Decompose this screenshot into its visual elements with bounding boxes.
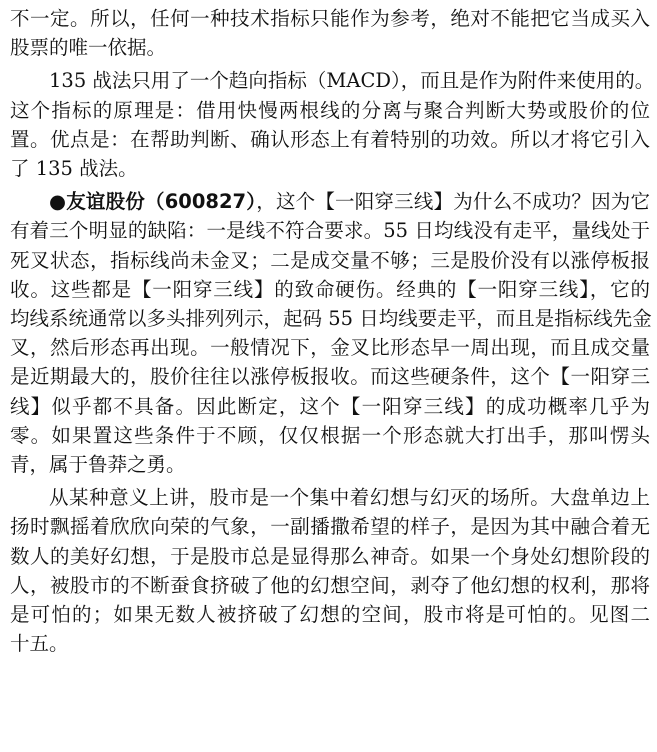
text-line: 是近期最大的，股价往往以涨停板报收。而这些硬条件，这个【一阳穿三 bbox=[10, 365, 650, 389]
text-line bbox=[10, 187, 650, 216]
text-line: 线】似乎都不具备。因此断定，这个【一阳穿三线】的成功概率几乎为 bbox=[10, 394, 650, 418]
text-line: 了 135 战法。 bbox=[10, 157, 138, 181]
text-fragment: ，这个【一阳穿三线】为什么不成功？因为它 bbox=[256, 190, 650, 214]
text-line: 135 战法只用了一个趋向指标（MACD），而且是作为附件来使用的。 bbox=[49, 69, 655, 93]
paragraph-0 bbox=[10, 4, 650, 62]
text-line: 人，被股市的不断蚕食挤破了他的幻想空间，剥夺了他幻想的权利，那将 bbox=[10, 573, 650, 597]
text-line: 不一定。所以，任何一种技术指标只能作为参考，绝对不能把它当成买入 bbox=[10, 7, 650, 30]
text-line: 零。如果置这些条件于不顾，仅仅根据一个形态就大打出手，那叫愣头 bbox=[10, 423, 650, 447]
document-page bbox=[10, 4, 655, 662]
text-line: 十五。 bbox=[10, 632, 69, 656]
text-line: 均线系统通常以多头排列列示，起码 55 日均线要走平，而且是指标线先金 bbox=[10, 307, 652, 331]
text-line: 扬时飘摇着欣欣向荣的气象，一副播撒希望的样子，是因为其中融合着无 bbox=[10, 515, 650, 539]
stock-name-heading: ●友谊股份（600827） bbox=[49, 190, 257, 214]
text-line: 置。优点是：在帮助判断、确认形态上有着特别的功效。所以才将它引入 bbox=[10, 127, 650, 151]
text-line: 叉，然后形态再出现。一般情况下，金叉比形态早一周出现，而且成交量 bbox=[10, 336, 650, 360]
paragraph-2 bbox=[10, 187, 650, 479]
paragraph-3 bbox=[10, 483, 650, 658]
text-line: 股票的唯一依据。 bbox=[10, 36, 167, 60]
text-line: 这个指标的原理是：借用快慢两根线的分离与聚合判断大势或股价的位 bbox=[10, 98, 650, 122]
paragraph-1 bbox=[10, 66, 655, 183]
text-line: 数人的美好幻想，于是股市总是显得那么神奇。如果一个身处幻想阶段的 bbox=[10, 544, 650, 568]
text-line: 从某种意义上讲，股市是一个集中着幻想与幻灭的场所。大盘单边上 bbox=[49, 486, 650, 510]
text-line: 收。这些都是【一阳穿三线】的致命硬伤。经典的【一阳穿三线】，它的 bbox=[10, 277, 650, 301]
text-line: 有着三个明显的缺陷：一是线不符合要求。55 日均线没有走平，量线处于 bbox=[10, 219, 650, 243]
text-line: 青，属于鲁莽之勇。 bbox=[10, 453, 186, 477]
text-line: 死叉状态，指标线尚未金叉；二是成交量不够；三是股价没有以涨停板报 bbox=[10, 248, 650, 272]
text-line: 是可怕的；如果无数人被挤破了幻想的空间，股市将是可怕的。见图二 bbox=[10, 603, 650, 627]
